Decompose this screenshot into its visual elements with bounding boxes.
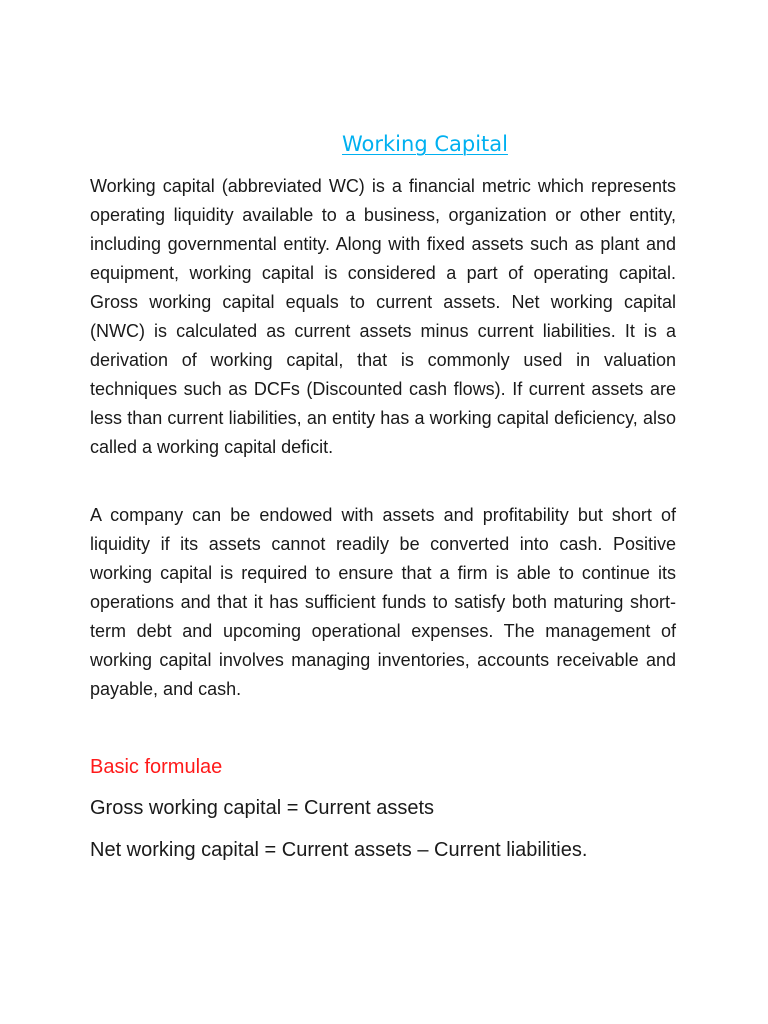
paragraph-definition: Working capital (abbreviated WC) is a financial metric which represents operating liquidity available to a business, organization or other entity, including governmental entity. Along with fixed assets such as plant and equipment, working capital is considered a part of operating capital. Gross working capital equals to current assets. Net working capital (NWC) is calculated as current assets minus current liabilities. It is a derivation of working capital, that is commonly used in valuation techniques such as DCFs (Discounted cash flows). If current assets are less than current liabilities, an entity has a working capital deficiency, also called a working capital deficit. [90,176,676,457]
formula-net-working-capital: Net working capital = Current assets – Current liabilities. [90,839,588,861]
paragraph-liquidity: A company can be endowed with assets and profitability but short of liquidity if its assets cannot readily be converted into cash. Positive working capital is required to ensure that a firm is able to continue its operations and that it has sufficient funds to satisfy both maturing short-term debt and upcoming operational expenses. The management of working capital involves managing inventories, accounts receivable and payable, and cash. [90,505,676,699]
document-title: Working Capital [342,132,508,156]
section-heading-basic-formulae: Basic formulae [90,756,223,778]
formula-gross-working-capital: Gross working capital = Current assets [90,797,435,819]
